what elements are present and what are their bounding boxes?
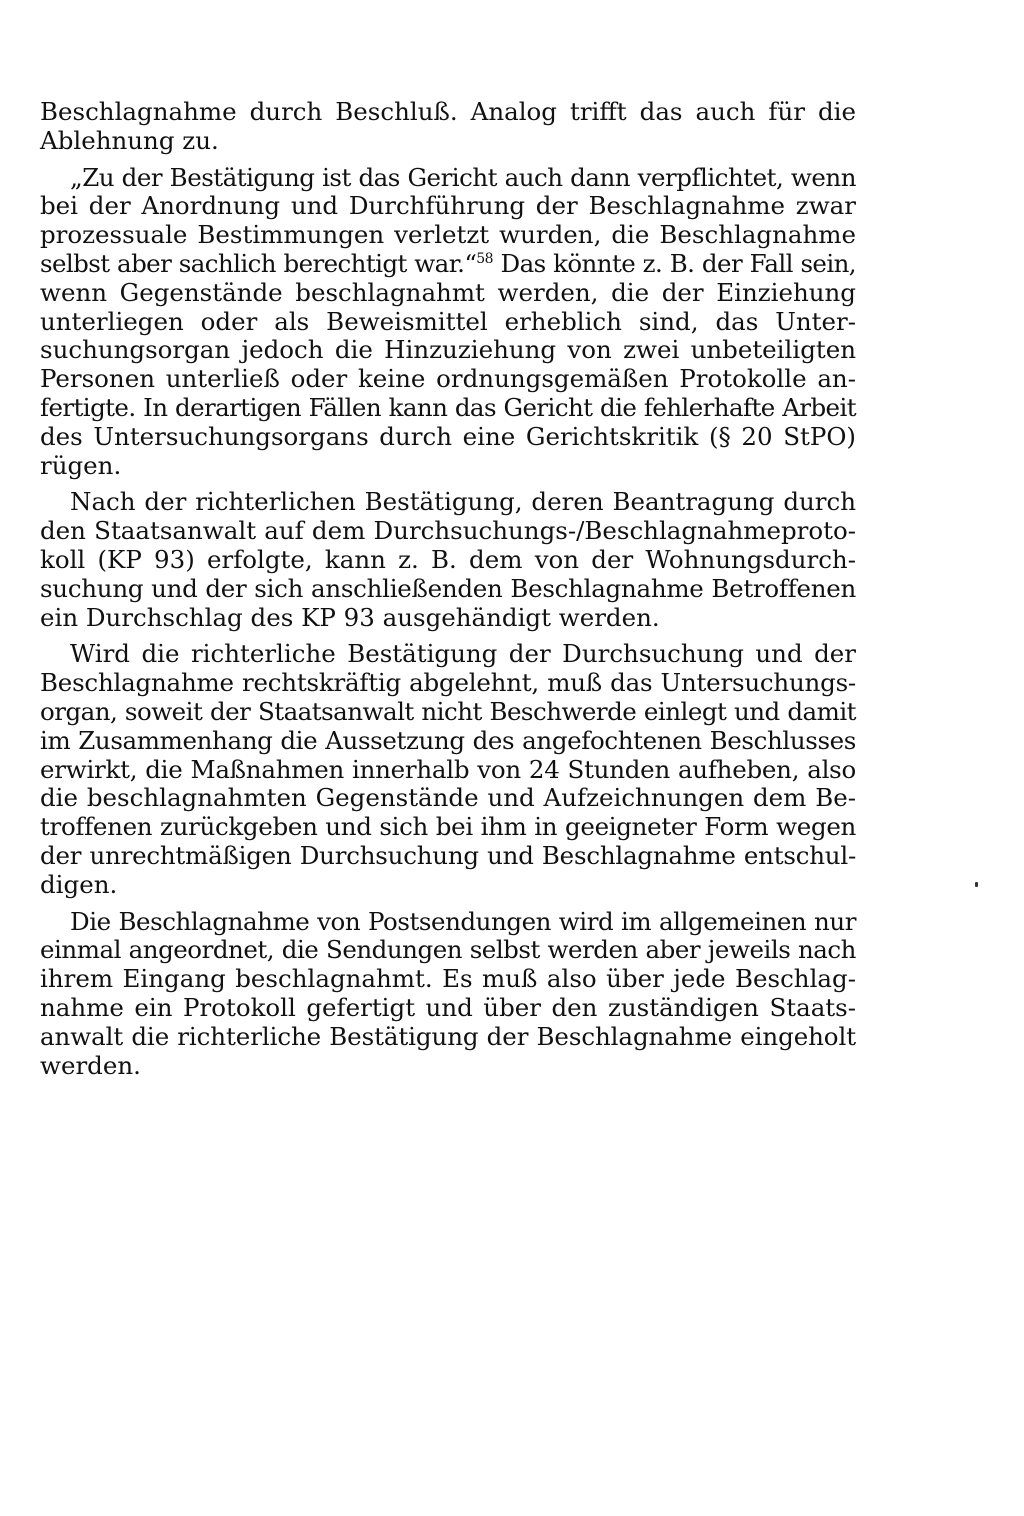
text-line: anwalt die richterliche Bestätigung der Beschlagnahme eingeholt — [40, 1021, 856, 1051]
text-fragment: Das könnte z. B. der Fall sein, — [492, 248, 856, 278]
text-line: im Zusammenhang die Aussetzung des angefochtenen Beschlusses — [40, 725, 856, 755]
text-line: digen. — [40, 869, 118, 899]
text-line: prozessuale Bestimmungen verletzt wurden, die Beschlagnahme — [40, 220, 856, 250]
text-line: erwirkt, die Maßnahmen innerhalb von 24 Stunden aufheben, also — [40, 754, 856, 784]
text-line: bei der Anordnung und Durchführung der Beschlagnahme zwar — [40, 191, 856, 221]
text-line: rügen. — [40, 450, 122, 480]
paragraph — [40, 164, 856, 481]
text-line: Beschlagnahme durch Beschluß. Analog trifft das auch für die — [40, 97, 856, 126]
text-line: des Untersuchungsorgans durch eine Gerichtskritik (§ 20 StPO) — [40, 421, 856, 451]
text-line: ein Durchschlag des KP 93 ausgehändigt werden. — [40, 602, 660, 632]
text-line: den Staatsanwalt auf dem Durchsuchungs-/Beschlagnahmeproto- — [40, 516, 856, 546]
text-line: „Zu der Bestätigung ist das Gericht auch dann verpflichtet, wenn — [70, 162, 856, 192]
text-line: troffenen zurückgeben und sich bei ihm in geeigneter Form wegen — [40, 812, 856, 842]
footnote-marker: 58 — [476, 250, 493, 267]
text-line: ihrem Eingang beschlagnahmt. Es muß also über jede Beschlag- — [40, 964, 856, 994]
paragraph — [40, 488, 856, 632]
paragraph — [40, 98, 856, 156]
text-line: fertigte. In derartigen Fällen kann das Gericht die fehlerhafte Arbeit — [40, 392, 856, 422]
text-line: der unrechtmäßigen Durchsuchung und Beschlagnahme entschul- — [40, 840, 856, 870]
text-line: einmal angeordnet, die Sendungen selbst werden aber jeweils nach — [40, 935, 856, 965]
text-line: Beschlagnahme rechtskräftig abgelehnt, muß das Untersuchungs- — [40, 668, 856, 698]
text-line: Personen unterließ oder keine ordnungsgemäßen Protokolle an- — [40, 364, 856, 394]
text-line: organ, soweit der Staatsanwalt nicht Beschwerde einlegt und damit — [40, 696, 856, 726]
margin-mark — [975, 882, 978, 887]
text-line: Wird die richterliche Bestätigung der Durchsuchung und der — [70, 639, 856, 669]
text-line: Nach der richterlichen Bestätigung, deren Beantragung durch — [70, 487, 856, 517]
paragraph — [40, 908, 856, 1081]
text-line: unterliegen oder als Beweismittel erheblich sind, das Unter- — [40, 306, 856, 336]
document-body — [40, 98, 856, 1088]
text-line — [40, 250, 856, 279]
text-line: wenn Gegenstände beschlagnahmt werden, die der Einziehung — [40, 277, 856, 307]
text-line: Ablehnung zu. — [40, 125, 219, 155]
text-line: werden. — [40, 1050, 141, 1080]
text-line: koll (KP 93) erfolgte, kann z. B. dem von der Wohnungsdurch- — [40, 544, 856, 574]
text-line: nahme ein Protokoll gefertigt und über den zuständigen Staats- — [40, 992, 856, 1022]
text-line: suchungsorgan jedoch die Hinzuziehung von zwei unbeteiligten — [40, 335, 856, 365]
text-line: die beschlagnahmten Gegenstände und Aufzeichnungen dem Be- — [40, 783, 856, 813]
text-line: suchung und der sich anschließenden Beschlagnahme Betroffenen — [40, 573, 856, 603]
text-line: Die Beschlagnahme von Postsendungen wird im allgemeinen nur — [70, 906, 856, 936]
text-fragment: selbst aber sachlich berechtigt war.“ — [40, 248, 477, 278]
paragraph — [40, 640, 856, 899]
